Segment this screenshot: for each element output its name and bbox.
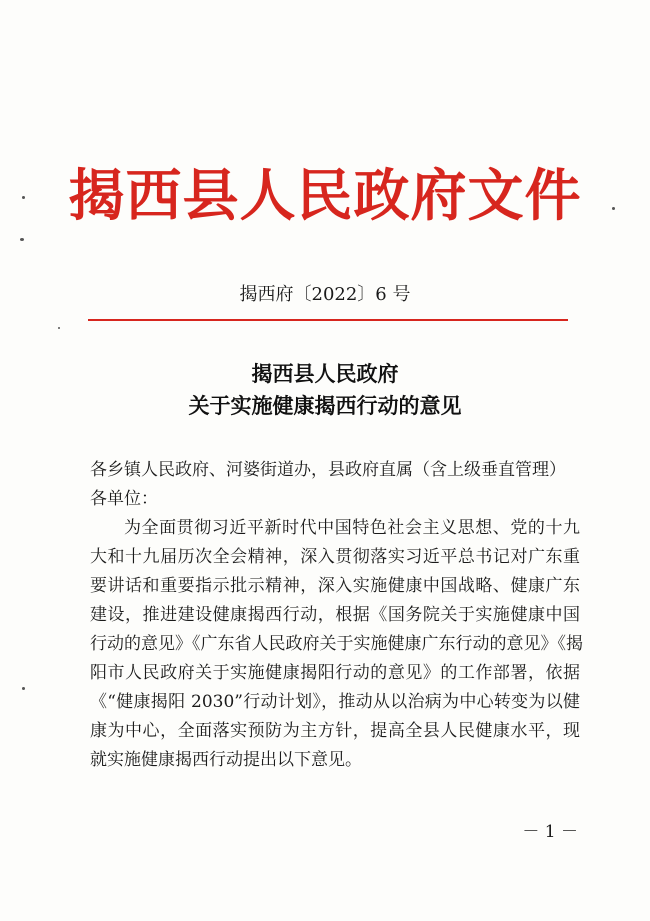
- body-line: 行动的意见》《广东省人民政府关于实施健康广东行动的意见》《揭: [90, 634, 583, 654]
- recipients-line-2: 各单位：: [90, 489, 158, 509]
- body-line: 为全面贯彻习近平新时代中国特色社会主义思想、党的十九: [124, 518, 580, 538]
- body-paragraph: [90, 514, 583, 775]
- document-title: [0, 358, 650, 422]
- document-title-line-2: 关于实施健康揭西行动的意见: [188, 393, 462, 418]
- body-line: 要讲话和重要指示批示精神，深入实施健康中国战略、健康广东: [90, 576, 580, 596]
- scan-speck: [22, 687, 25, 690]
- recipients-line-1: 各乡镇人民政府、河婆街道办，县政府直属（含上级垂直管理）: [90, 460, 566, 480]
- recipients: [90, 456, 580, 514]
- red-separator-line: [88, 319, 568, 321]
- red-header-title: 揭西县人民政府文件: [68, 163, 582, 229]
- body-line: 康为中心，全面落实预防为主方针，提高全县人民健康水平，现: [90, 721, 580, 741]
- page-number: － 1 －: [522, 822, 578, 842]
- body-line: 《“健康揭阳 2030”行动计划》，推动从以治病为中心转变为以健: [90, 692, 580, 712]
- scan-speck: [58, 327, 60, 329]
- body-line: 阳市人民政府关于实施健康揭阳行动的意见》的工作部署，依据: [90, 663, 580, 683]
- document-title-line-1: 揭西县人民政府: [251, 361, 399, 386]
- body-line: 就实施健康揭西行动提出以下意见。: [90, 750, 362, 770]
- body-line: 建设，推进建设健康揭西行动，根据《国务院关于实施健康中国: [90, 605, 580, 625]
- body-line: 大和十九届历次全会精神，深入贯彻落实习近平总书记对广东重: [90, 547, 580, 567]
- scan-speck: [20, 238, 24, 241]
- document-number: 揭西府〔2022〕6 号: [239, 284, 411, 305]
